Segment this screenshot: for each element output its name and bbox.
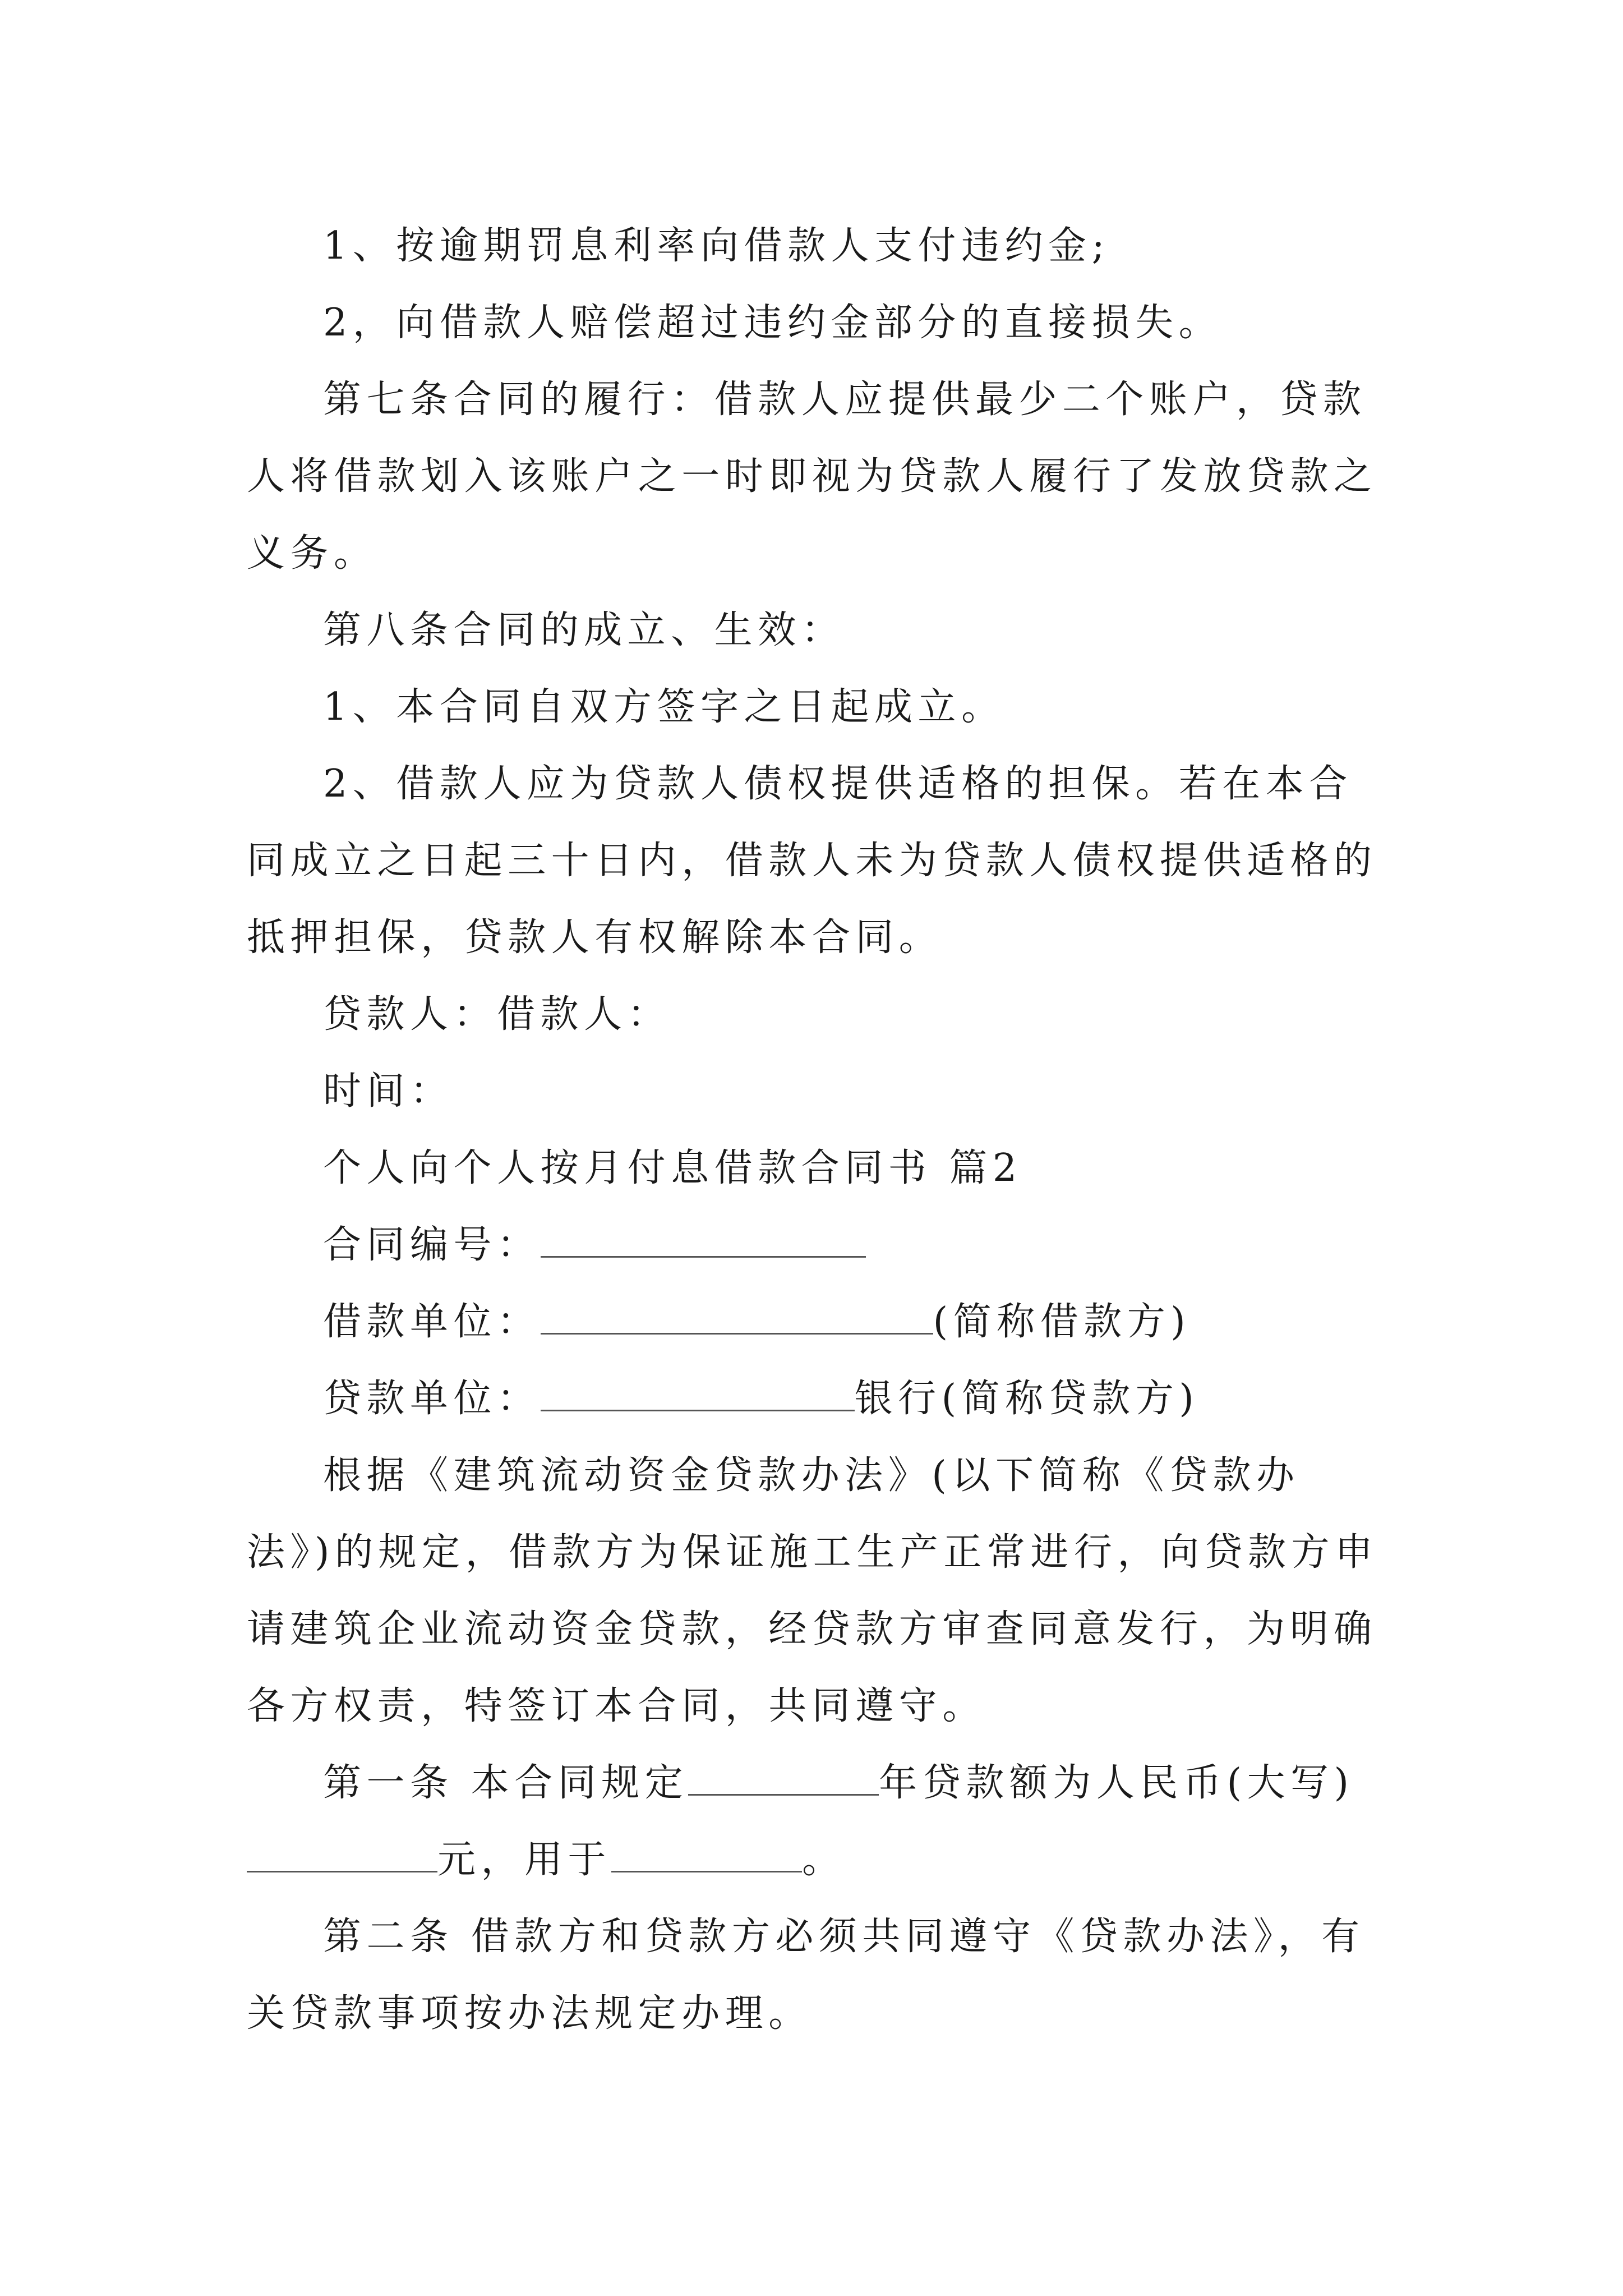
- borrower-unit-blank: [541, 1299, 933, 1335]
- lender-unit-blank: [541, 1375, 855, 1411]
- article-1-text-3: 元，用于: [437, 1838, 612, 1882]
- lender-unit-suffix: 银行(简称贷款方): [854, 1377, 1200, 1421]
- article-2-paragraph: 第二条 借款方和贷款方必须共同遵守《贷款办法》，有关贷款事项按办法规定办理。: [247, 1915, 1365, 2036]
- article-1-text-2: 年贷款额为人民币(大写): [879, 1761, 1354, 1805]
- lender-unit-label: 贷款单位：: [323, 1377, 541, 1421]
- article-1-amount-blank: [247, 1837, 437, 1872]
- contract-number-line: [247, 1207, 1380, 1283]
- intro-paragraph: 根据《建筑流动资金贷款办法》(以下简称《贷款办法》)的规定，借款方为保证施工生产正常进行，向贷款方申请建筑企业流动资金贷款，经贷款方审查同意发行，为明确各方权责，特签订本合同，共同遵守。: [247, 1453, 1378, 1728]
- article-1-text-1: 第一条 本合同规定: [323, 1761, 689, 1805]
- article-1-year-blank: [688, 1760, 879, 1796]
- paragraph-article-8-item-1: 1、本合同自双方签字之日起成立。: [323, 685, 1005, 729]
- borrower-unit-suffix: (简称借款方): [933, 1300, 1191, 1344]
- date-line: 时间：: [323, 1069, 454, 1114]
- paragraph-article-8: 第八条合同的成立、生效：: [323, 608, 845, 652]
- section-title: 个人向个人按月付息借款合同书 篇2: [323, 1146, 1022, 1190]
- borrower-unit-label: 借款单位：: [323, 1300, 541, 1344]
- article-1-purpose-blank: [611, 1837, 802, 1872]
- signature-line: 贷款人：借款人：: [323, 992, 671, 1037]
- document-body: [247, 208, 1380, 2052]
- borrower-unit-line: [247, 1283, 1380, 1360]
- paragraph-article-7: 第七条合同的履行：借款人应提供最少二个账户，贷款人将借款划入该账户之一时即视为贷款人履行了发放贷款之义务。: [247, 378, 1377, 576]
- contract-number-blank: [541, 1222, 866, 1258]
- paragraph-penalty-1: 1、按逾期罚息利率向借款人支付违约金;: [323, 224, 1110, 268]
- article-1-text-4: 。: [802, 1838, 846, 1882]
- paragraph-article-8-item-2: 2、借款人应为贷款人债权提供适格的担保。若在本合同成立之日起三十日内，借款人未为贷款人债权提供适格的抵押担保，贷款人有权解除本合同。: [247, 762, 1377, 960]
- article-1-paragraph: [247, 1745, 1380, 1898]
- paragraph-penalty-2: 2，向借款人赔偿超过违约金部分的直接损失。: [323, 301, 1223, 345]
- contract-number-label: 合同编号：: [323, 1223, 541, 1267]
- lender-unit-line: [247, 1360, 1380, 1437]
